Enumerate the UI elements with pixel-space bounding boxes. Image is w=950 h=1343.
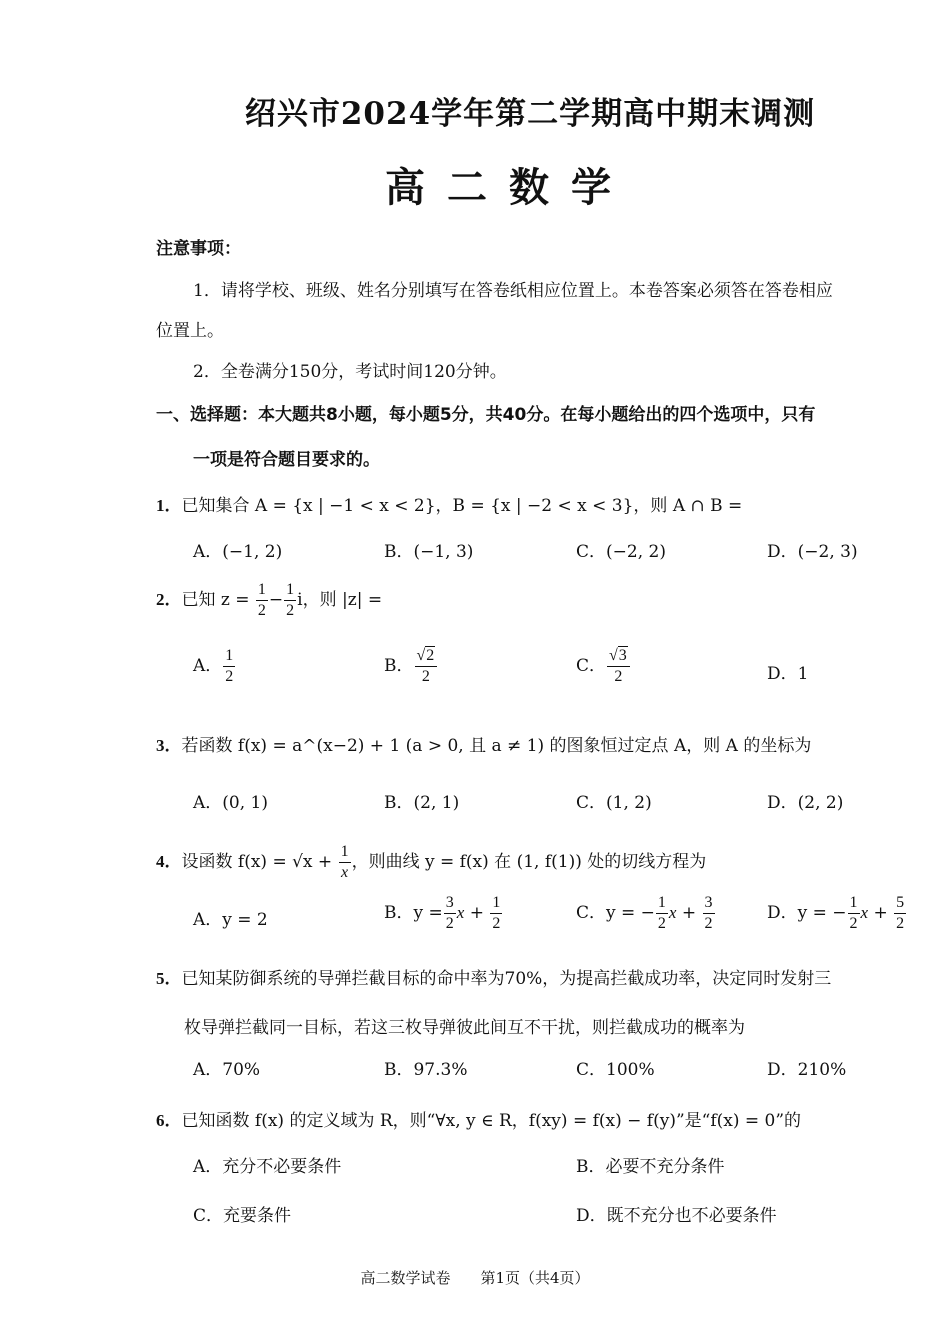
question-3	[156, 731, 811, 756]
q4-option-c: C．y = − $\frac{1}{2}$ x + $\frac{3}{2}$	[576, 894, 713, 932]
question-5	[156, 964, 831, 989]
question-number: 3．	[156, 736, 182, 755]
q1-option-d: D．(−2, 3)	[767, 542, 858, 562]
q3-option-c: C．(1, 2)	[576, 793, 652, 813]
q1-option-a: A．(−1, 2)	[193, 542, 283, 562]
subject-title: 高二数学	[385, 164, 633, 211]
question-stem-pre: 已知 z =	[181, 590, 250, 610]
question-4	[156, 842, 706, 883]
notice-item-1-cont: 位置上。	[156, 321, 224, 341]
notice-heading: 注意事项：	[156, 239, 241, 259]
q4-option-a: A．y = 2	[193, 910, 268, 930]
q6-option-a: A．充分不必要条件	[193, 1157, 342, 1177]
question-number: 4．	[156, 852, 182, 871]
question-stem: 已知某防御系统的导弹拦截目标的命中率为70%，为提高拦截成功率，决定同时发射三	[181, 969, 832, 989]
question-stem: 已知集合 A = {x | −1 < x < 2}，B = {x | −2 < x < 3}，则 A ∩ B =	[181, 496, 743, 516]
q2-option-b: B． $\frac{√2}{2}$	[384, 646, 438, 687]
q4-option-d: D．y = − $\frac{1}{2}$ x + $\frac{5}{2}$	[767, 894, 905, 932]
section-heading: 一、选择题：本大题共8小题，每小题5分，共40分。在每小题给出的四个选项中，只有	[156, 405, 816, 425]
question-stem: 已知函数 f(x) 的定义域为 R，则“∀x, y ∈ R，f(xy) = f(x) − f(y)”是“f(x) = 0”的	[181, 1111, 802, 1131]
question-2: 2．已知 z = $\frac{1}{2}$ − $\frac{1}{2}$ i，则 |z| =	[156, 581, 383, 619]
q2-option-c: C． $\frac{√3}{2}$	[576, 646, 631, 687]
question-number: 5．	[156, 969, 182, 988]
question-1	[156, 491, 742, 516]
fraction-one-half: $\frac{1}{2}$	[257, 581, 266, 619]
question-stem-post: i，则 |z| =	[297, 590, 383, 610]
q2-option-a: A． $\frac{1}{2}$	[193, 647, 234, 685]
question-number: 2．	[156, 590, 182, 609]
notice-item-1: 1．请将学校、班级、姓名分别填写在答卷纸相应位置上。本卷答案必须答在答卷相应	[193, 281, 833, 301]
q5-option-d: D．210%	[767, 1060, 847, 1080]
q3-option-b: B．(2, 1)	[384, 793, 460, 813]
q4-option-b: B．y = $\frac{3}{2}$ x + $\frac{1}{2}$	[384, 894, 501, 932]
notice-item-2: 2．全卷满分150分，考试时间120分钟。	[193, 362, 507, 382]
question-number: 6．	[156, 1111, 182, 1130]
q3-option-a: A．(0, 1)	[193, 793, 268, 813]
question-6	[156, 1106, 801, 1131]
question-stem-post: ，则曲线 y = f(x) 在 (1, f(1)) 处的切线方程为	[351, 852, 707, 872]
q5-option-a: A．70%	[193, 1060, 261, 1080]
q1-option-c: C．(−2, 2)	[576, 542, 666, 562]
question-stem-pre: 设函数 f(x) = √x +	[181, 852, 333, 872]
fraction-one-over-x: $\frac{1}{x}$	[340, 843, 349, 881]
question-5-cont: 枚导弹拦截同一目标，若这三枚导弹彼此间互不干扰，则拦截成功的概率为	[184, 1018, 745, 1038]
q1-option-b: B．(−1, 3)	[384, 542, 474, 562]
q3-option-d: D．(2, 2)	[767, 793, 844, 813]
question-number: 1．	[156, 496, 182, 515]
q5-option-c: C．100%	[576, 1060, 655, 1080]
question-stem: 若函数 f(x) = a^(x−2) + 1 (a > 0, 且 a ≠ 1) 的图象恒过定点 A，则 A 的坐标为	[181, 736, 812, 756]
q6-option-d: D．既不充分也不必要条件	[576, 1206, 777, 1226]
section-heading-cont: 一项是符合题目要求的。	[193, 450, 380, 470]
page-footer: 高二数学试卷 第1页（共4页）	[360, 1269, 590, 1287]
q2-option-d: D．1	[767, 664, 809, 684]
fraction-one-half: $\frac{1}{2}$	[286, 581, 295, 619]
q5-option-b: B．97.3%	[384, 1060, 468, 1080]
exam-title: 绍兴市2024学年第二学期高中期末调测	[244, 96, 816, 132]
q6-option-b: B．必要不充分条件	[576, 1157, 725, 1177]
q6-option-c: C．充要条件	[193, 1206, 292, 1226]
